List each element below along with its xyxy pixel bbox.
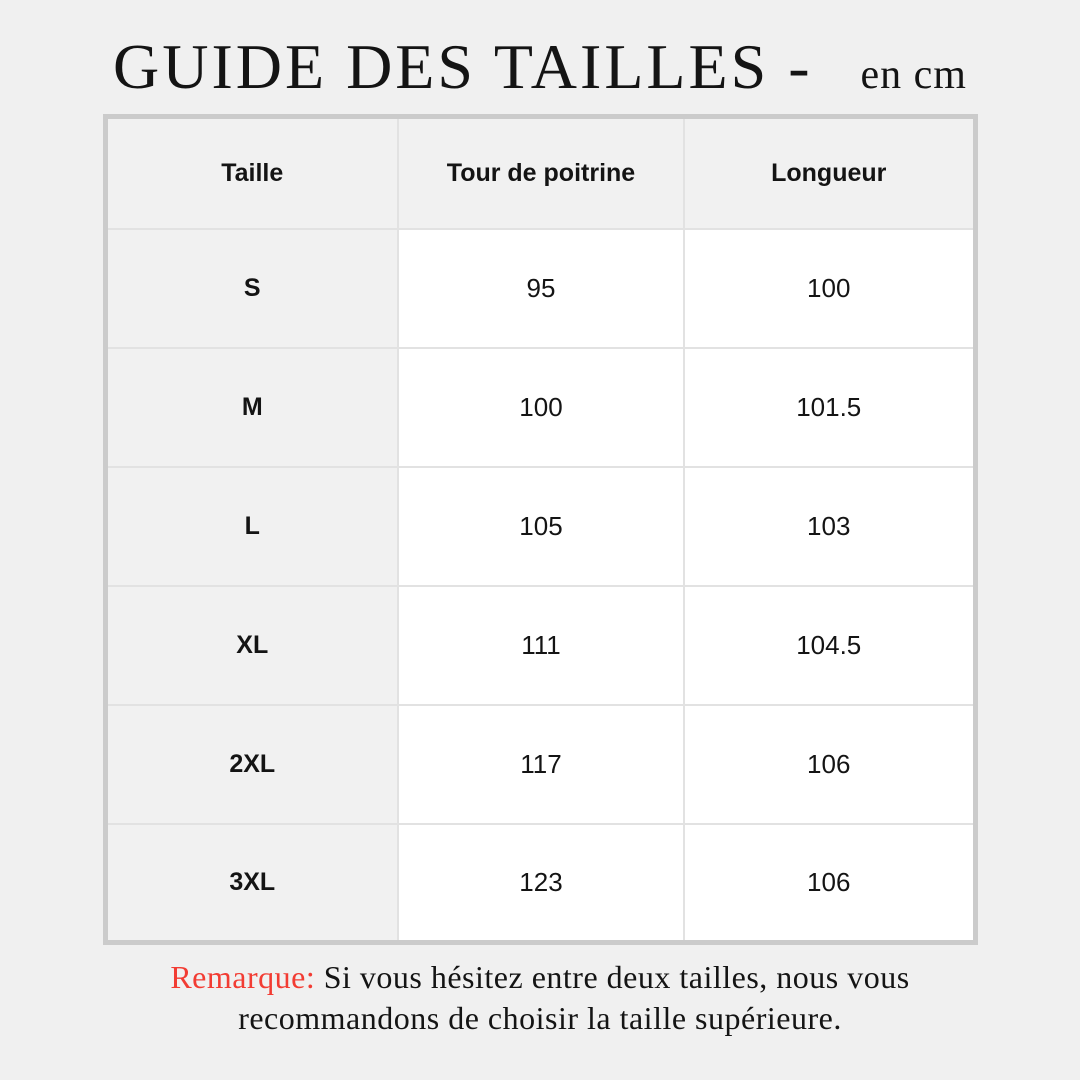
- size-cell: 2XL: [105, 705, 398, 824]
- size-note: [80, 957, 1000, 1039]
- size-cell: M: [105, 348, 398, 467]
- length-cell: 101.5: [684, 348, 975, 467]
- size-cell: L: [105, 467, 398, 586]
- size-table-container: [103, 114, 978, 945]
- table-header-row: [105, 117, 975, 229]
- length-cell: 106: [684, 705, 975, 824]
- column-header-longueur: Longueur: [684, 117, 975, 229]
- chest-cell: 105: [398, 467, 684, 586]
- page-title: [113, 30, 967, 106]
- chest-cell: 95: [398, 229, 684, 348]
- column-header-taille: Taille: [105, 117, 398, 229]
- table-row: [105, 705, 975, 824]
- table-row: [105, 824, 975, 943]
- table-row: [105, 467, 975, 586]
- length-cell: 106: [684, 824, 975, 943]
- note-text: Si vous hésitez entre deux tailles, nous vous recommandons de choisir la taille supérieure.: [238, 959, 910, 1036]
- length-cell: 103: [684, 467, 975, 586]
- table-row: [105, 229, 975, 348]
- length-cell: 100: [684, 229, 975, 348]
- chest-cell: 111: [398, 586, 684, 705]
- note-label: Remarque:: [170, 959, 316, 995]
- chest-cell: 100: [398, 348, 684, 467]
- size-cell: S: [105, 229, 398, 348]
- page-title-main: GUIDE DES TAILLES -: [113, 31, 813, 102]
- page-title-unit: en cm: [860, 52, 967, 98]
- chest-cell: 117: [398, 705, 684, 824]
- table-row: [105, 586, 975, 705]
- chest-cell: 123: [398, 824, 684, 943]
- size-cell: 3XL: [105, 824, 398, 943]
- size-cell: XL: [105, 586, 398, 705]
- size-table: [103, 114, 978, 945]
- length-cell: 104.5: [684, 586, 975, 705]
- table-row: [105, 348, 975, 467]
- column-header-tour-de-poitrine: Tour de poitrine: [398, 117, 684, 229]
